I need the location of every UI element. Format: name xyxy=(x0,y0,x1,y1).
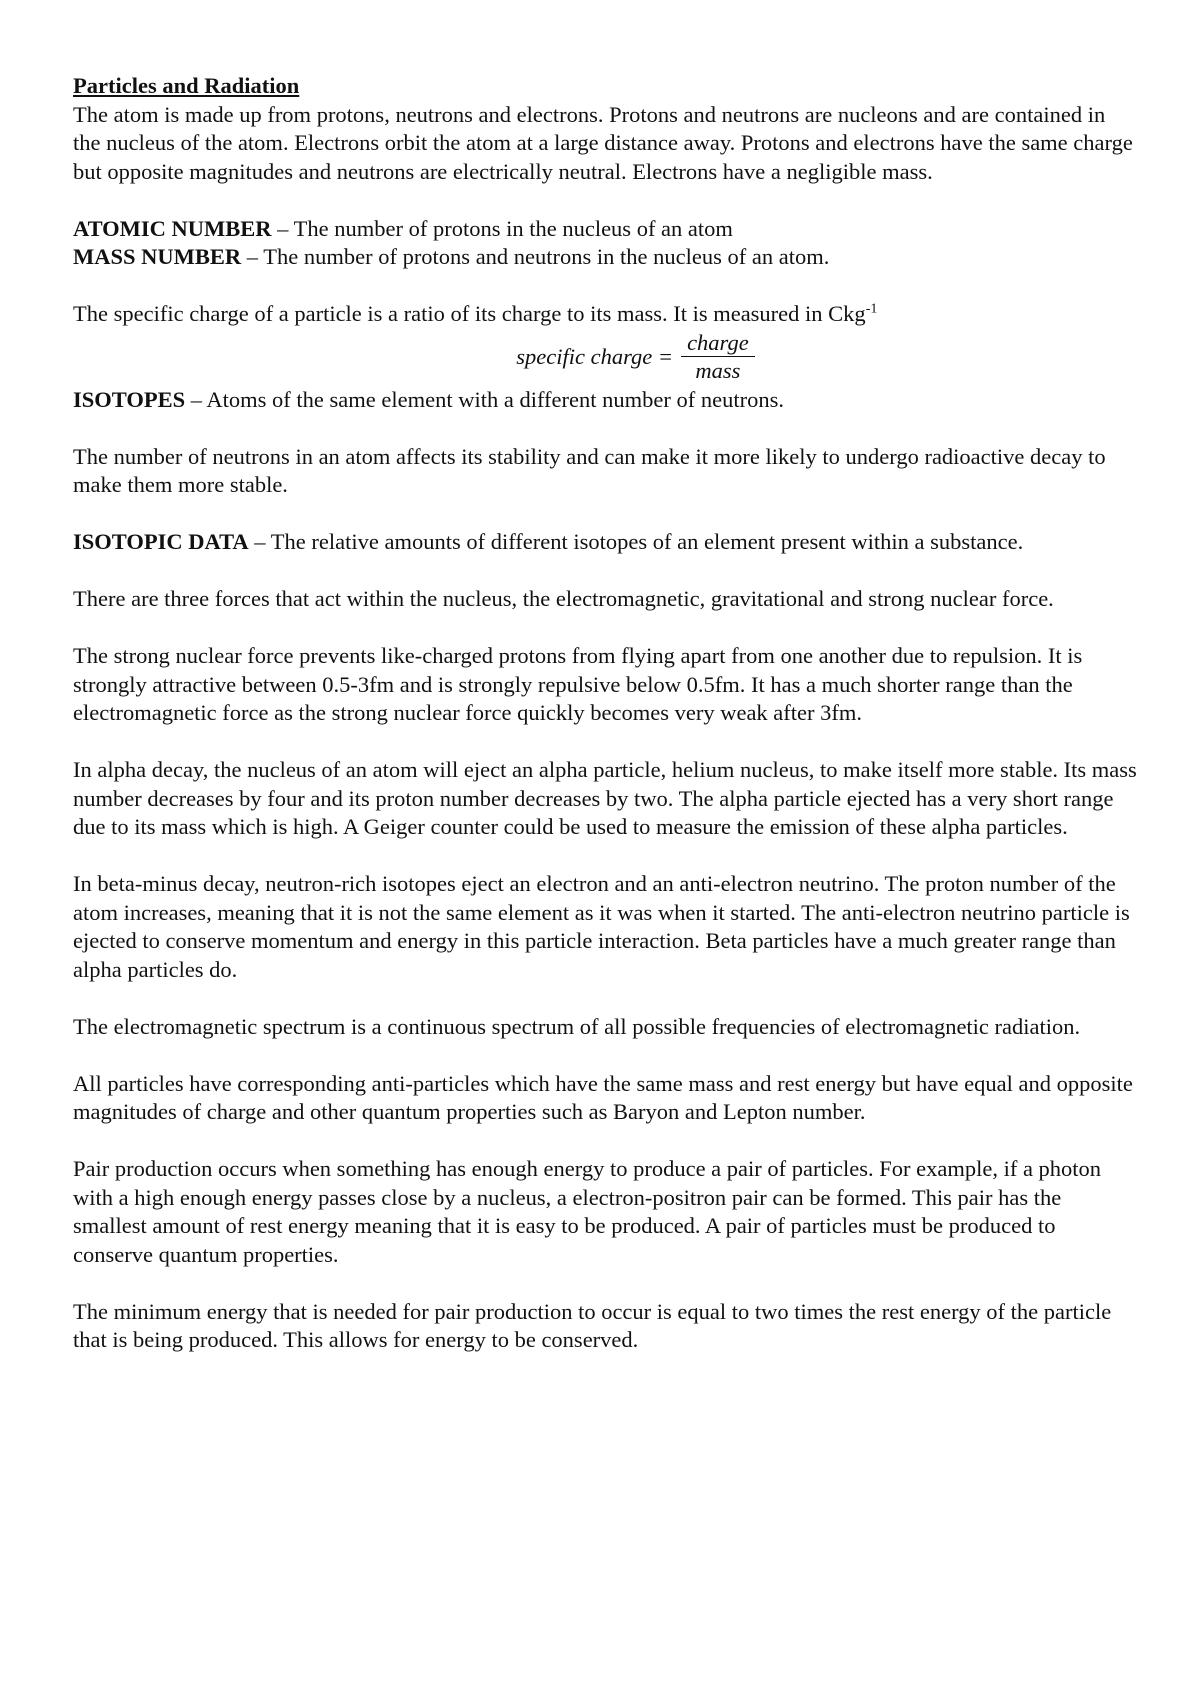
formula-denominator: mass xyxy=(695,357,741,383)
formula-lhs: specific charge = xyxy=(516,343,674,369)
atomic-number-term: ATOMIC NUMBER xyxy=(73,215,272,241)
antiparticles-paragraph: All particles have corresponding anti-particles which have the same mass and rest energy but have equal and opposite magnitudes of charge and other quantum properties such as Baryon and Lepton number. xyxy=(73,1070,1133,1124)
document-title: Particles and Radiation xyxy=(73,73,300,98)
isotopic-data-definition: ISOTOPIC DATA – The relative amounts of different isotopes of an element present within a substance. xyxy=(73,529,1024,554)
isotopes-definition: ISOTOPES – Atoms of the same element with a different number of neutrons. xyxy=(73,386,784,412)
alpha-decay-paragraph: In alpha decay, the nucleus of an atom will eject an alpha particle, helium nucleus, to make itself more stable. Its mass number decreases by four and its proton number decreases by two. The alpha particle ejected has a very short range due to its mass which is high. A Geiger counter could be used to measure the emission of these alpha particles. xyxy=(73,757,1137,839)
formula-fraction xyxy=(681,330,755,385)
unit-exponent: -1 xyxy=(865,301,878,317)
pair-production-paragraph: Pair production occurs when something has enough energy to produce a pair of particles. For example, if a photon with a high enough energy passes close by a nucleus, a electron-positron pair can be formed. This pair has the smallest amount of rest energy meaning that it is easy to be produced. A pair of particles must be produced to conserve quantum properties. xyxy=(73,1156,1102,1267)
beta-decay-paragraph: In beta-minus decay, neutron-rich isotopes eject an electron and an anti-electron neutrino. The proton number of the atom increases, meaning that it is not the same element as it was when it started. The anti-electron neutrino particle is ejected to conserve momentum and energy in this particle interaction. Beta particles have a much greater range than alpha particles do. xyxy=(73,871,1130,982)
specific-charge-paragraph: The specific charge of a particle is a ratio of its charge to its mass. It is measured in Ckg$^{-1}$ xyxy=(73,301,878,326)
mass-number-definition: MASS NUMBER – The number of protons and neutrons in the nucleus of an atom. xyxy=(73,244,830,269)
atomic-number-definition: ATOMIC NUMBER – The number of protons in the nucleus of an atom xyxy=(73,215,733,241)
minimum-energy-paragraph: The minimum energy that is needed for pair production to occur is equal to two times the rest energy of the particle that is being produced. This allows for energy to be conserved. xyxy=(73,1298,1112,1352)
stability-paragraph: The number of neutrons in an atom affects its stability and can make it more likely to undergo radioactive decay to make them more stable. xyxy=(73,443,1106,497)
formula-numerator: charge xyxy=(687,329,749,355)
document-page xyxy=(73,72,1138,1383)
forces-paragraph: There are three forces that act within the nucleus, the electromagnetic, gravitational and strong nuclear force. xyxy=(73,586,1054,611)
strong-force-paragraph: The strong nuclear force prevents like-charged protons from flying apart from one another due to repulsion. It is strongly attractive between 0.5-3fm and is strongly repulsive below 0.5fm. It has a much shorter range than the electromagnetic force as the strong nuclear force quickly becomes very weak after 3fm. xyxy=(73,643,1083,725)
isotopes-term: ISOTOPES xyxy=(73,386,186,412)
specific-charge-formula xyxy=(133,329,1138,386)
em-spectrum-paragraph: The electromagnetic spectrum is a continuous spectrum of all possible frequencies of electromagnetic radiation. xyxy=(73,1013,1081,1039)
mass-number-term: MASS NUMBER xyxy=(73,244,242,269)
intro-paragraph: The atom is made up from protons, neutrons and electrons. Protons and neutrons are nucleons and are contained in the nucleus of the atom. Electrons orbit the atom at a large distance away. Protons and electrons have the same charge but opposite magnitudes and neutrons are electrically neutral. Electrons have a negligible mass. xyxy=(73,101,1133,184)
isotopic-data-term: ISOTOPIC DATA xyxy=(73,529,249,554)
